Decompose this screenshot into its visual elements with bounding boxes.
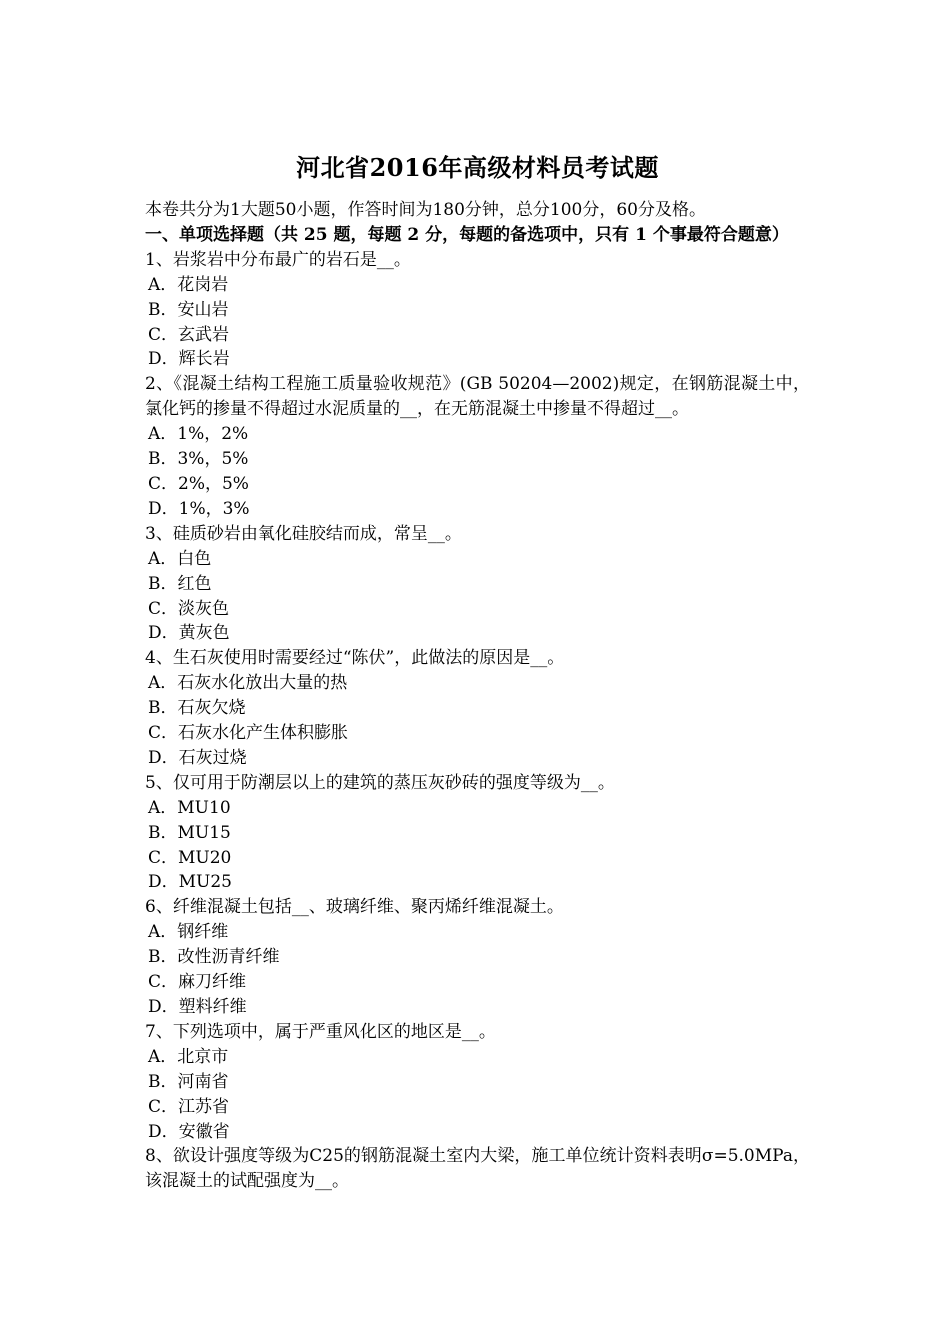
question-text: 7、下列选项中，属于严重风化区的地区是__。 — [145, 1021, 496, 1042]
question-text: 3、硅质砂岩由氧化硅胶结而成，常呈__。 — [145, 523, 462, 544]
answer-option: A．1%，2% — [148, 424, 249, 445]
answer-option: A．北京市 — [148, 1046, 229, 1067]
question-text: 6、纤维混凝土包括__、玻璃纤维、聚丙烯纤维混凝土。 — [145, 897, 564, 918]
answer-option: D．塑料纤维 — [148, 997, 247, 1017]
question-text: 2、《混凝土结构工程施工质量验收规范》(GB 50204—2002)规定，在钢筋混凝土中，氯化钙的掺量不得超过水泥质量的__，在无筋混凝土中掺量不得超过__。 — [145, 374, 810, 420]
answer-option: D．MU25 — [148, 872, 232, 893]
answer-option: C．MU20 — [148, 847, 232, 868]
answer-option: A．MU10 — [148, 797, 231, 818]
answer-option: B．安山岩 — [148, 299, 229, 320]
page-title: 河北省2016年高级材料员考试题 — [296, 153, 659, 182]
answer-option: A．石灰水化放出大量的热 — [148, 673, 348, 694]
answer-option: A．白色 — [148, 548, 212, 569]
answer-option: D．安徽省 — [148, 1121, 230, 1142]
exam-intro: 本卷共分为1大题50小题，作答时间为180分钟，总分100分，60分及格。 — [145, 200, 706, 220]
document-page — [145, 150, 810, 1194]
answer-option: B．改性沥青纤维 — [148, 947, 280, 968]
answer-option: C．江苏省 — [148, 1096, 230, 1117]
answer-option: B．MU15 — [148, 822, 231, 843]
answer-option: B．3%，5% — [148, 449, 249, 470]
question-text: 4、生石灰使用时需要经过“陈伏”，此做法的原因是__。 — [145, 648, 565, 669]
answer-option: C．淡灰色 — [148, 598, 230, 619]
answer-option: B．石灰欠烧 — [148, 698, 246, 719]
question-list — [145, 248, 810, 1194]
answer-option: B．河南省 — [148, 1071, 229, 1092]
answer-option: D．1%，3% — [148, 498, 250, 519]
question-text: 5、仅可用于防潮层以上的建筑的蒸压灰砂砖的强度等级为__。 — [145, 772, 615, 793]
answer-option: A．花岗岩 — [148, 274, 229, 295]
answer-option: A．钢纤维 — [148, 922, 229, 943]
question-text: 8、欲设计强度等级为C25的钢筋混凝土室内大梁，施工单位统计资料表明σ=5.0MPa，该混凝土的试配强度为__。 — [145, 1146, 810, 1192]
question-text: 1、岩浆岩中分布最广的岩石是__。 — [145, 249, 411, 270]
answer-option: D．辉长岩 — [148, 349, 230, 370]
section-heading: 一、单项选择题（共 25 题，每题 2 分，每题的备选项中，只有 1 个事最符合题意） — [145, 224, 789, 245]
answer-option: C．玄武岩 — [148, 324, 230, 345]
answer-option: D．黄灰色 — [148, 623, 230, 644]
answer-option: C．麻刀纤维 — [148, 972, 247, 993]
answer-option: C．2%，5% — [148, 473, 249, 494]
answer-option: D．石灰过烧 — [148, 747, 247, 768]
answer-option: B．红色 — [148, 573, 212, 594]
answer-option: C．石灰水化产生体积膨胀 — [148, 723, 349, 744]
